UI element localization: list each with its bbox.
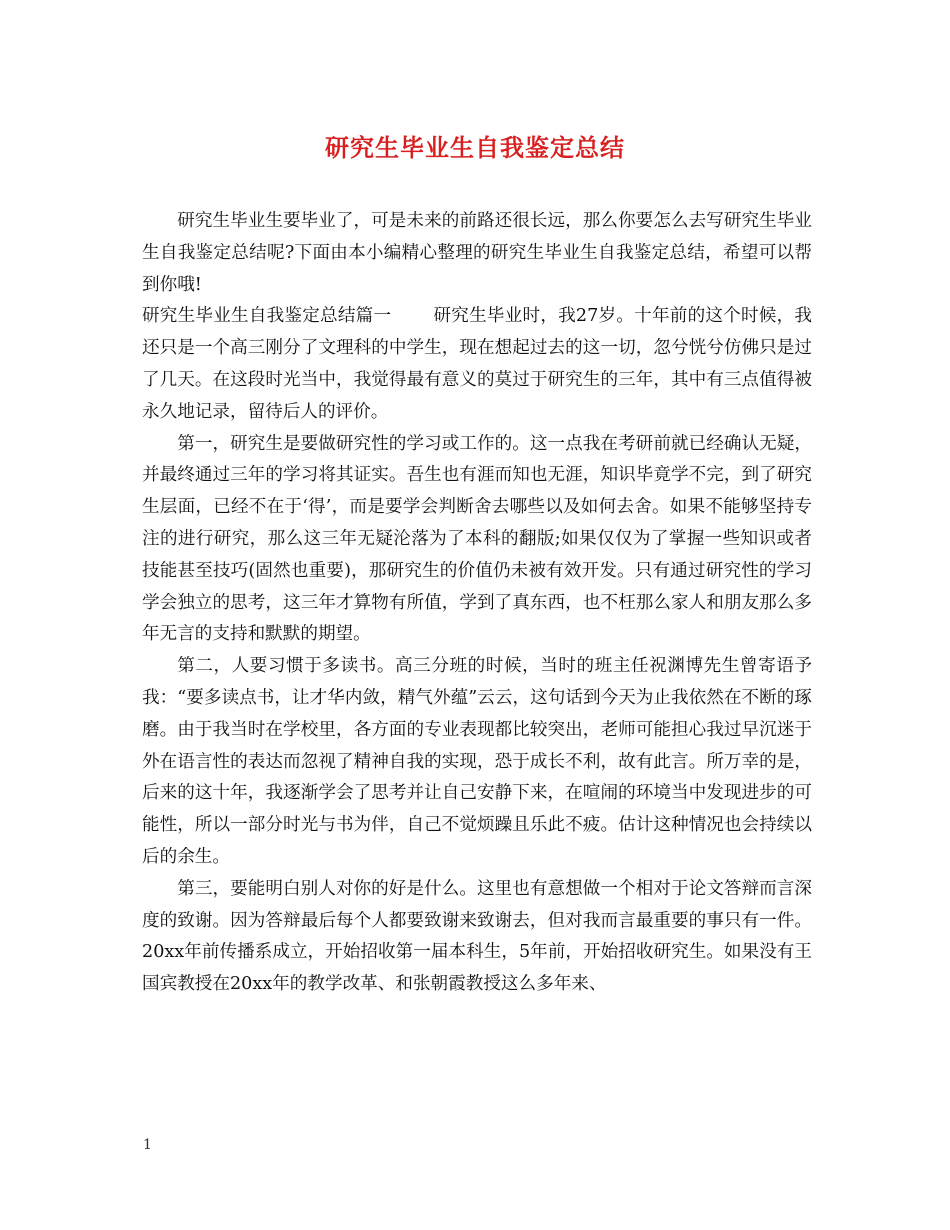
body-paragraph-1: 第一，研究生是要做研究性的学习或工作的。这一点我在考研前就已经确认无疑，并最终通过三年的学习将其证实。吾生也有涯而知也无涯，知识毕竟学不完，到了研究生层面，已经不在于‘得’，而是要学会判断舍去哪些以及如何去舍。如果不能够坚持专注的进行研究，那么这三年无疑沦落为了本科的翻版;如果仅仅为了掌握一些知识或者技能甚至技巧(固然也重要)，那研究生的价值仍未被有效开发。只有通过研究性的学习学会独立的思考，这三年才算物有所值，学到了真东西，也不枉那么家人和朋友那么多年无言的支持和默默的期望。 [142,433,812,645]
section-paragraph [142,301,812,428]
document-body [142,206,812,1001]
page-number: 1 [143,1137,152,1153]
body-paragraph-2: 第二，人要习惯于多读书。高三分班的时候，当时的班主任祝渊博先生曾寄语予我：“要多读点书，让才华内敛，精气外蕴”云云，这句话到今天为止我依然在不断的琢磨。由于我当时在学校里，各方面的专业表现都比较突出，老师可能担心我过早沉迷于外在语言性的表达而忽视了精神自我的实现，恐于成长不利，故有此言。所万幸的是，后来的这十年，我逐渐学会了思考并让自己安静下来，在喧闹的环境当中发现进步的可能性，所以一部分时光与书为伴，自己不觉烦躁且乐此不疲。估计这种情况也会持续以后的余生。 [142,656,812,867]
section-first-text: 研究生毕业时，我27岁。十年前的这个时候，我还只是一个高三刚分了文理科的中学生，现在想起过去的这一切，忽兮恍兮仿佛只是过了几天。在这段时光当中，我觉得最有意义的莫过于研究生的三年，其中有三点值得被永久地记录，留待后人的评价。 [142,306,812,422]
section-heading: 研究生毕业生自我鉴定总结篇一 [142,306,392,327]
intro-paragraph: 研究生毕业生要毕业了，可是未来的前路还很长远，那么你要怎么去写研究生毕业生自我鉴定总结呢?下面由本小编精心整理的研究生毕业生自我鉴定总结，希望可以帮到你哦! [142,211,812,295]
document-title: 研究生毕业生自我鉴定总结 [325,133,625,162]
body-paragraph-3: 第三，要能明白别人对你的好是什么。这里也有意想做一个相对于论文答辩而言深度的致谢。因为答辩最后每个人都要致谢来致谢去，但对我而言最重要的事只有一件。20xx年前传播系成立，开始招收第一届本科生，5年前，开始招收研究生。如果没有王国宾教授在20xx年的教学改革、和张朝霞教授这么多年来、 [142,878,812,995]
